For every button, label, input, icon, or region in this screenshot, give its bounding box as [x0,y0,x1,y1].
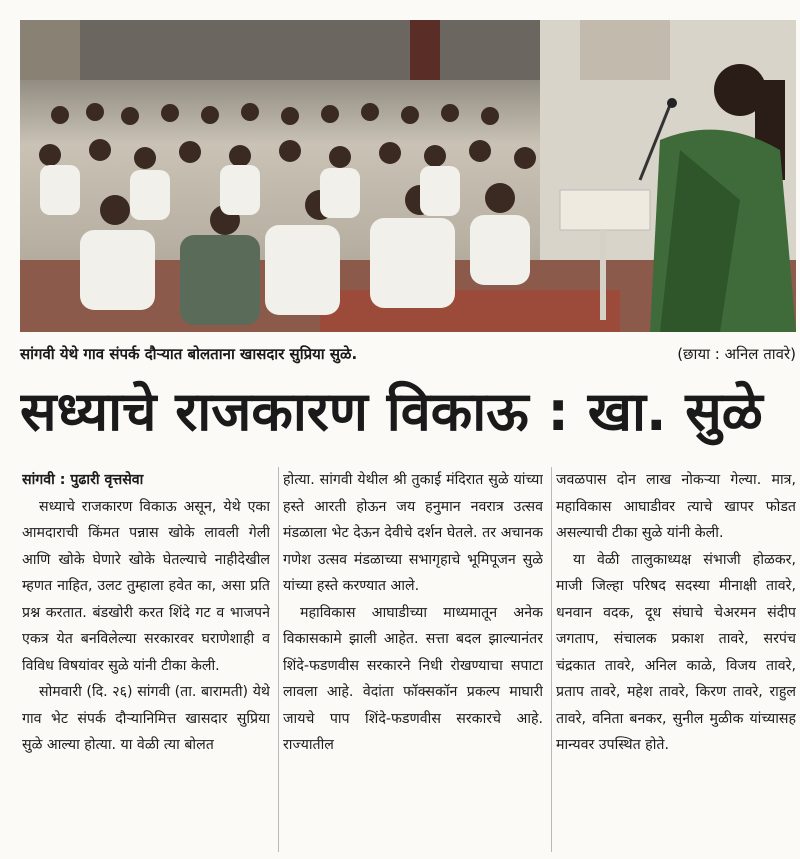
article-column-1 [22,467,270,852]
photo-credit: (छाया : अनिल तावरे) [677,345,796,363]
article-column-3 [556,467,796,852]
photo-caption-row [20,340,796,368]
article-column-2 [283,467,543,852]
headline: सध्याचे राजकारण विकाऊ : खा. सुळे [20,380,763,443]
paragraph: महाविकास आघाडीच्या माध्यमातून अनेक विकासकामे झाली आहेत. सत्ता बदल झाल्यानंतर शिंदे-फडणवीस सरकारने निधी रोखण्याचा सपाटा लावला आहे. वेदांता फॉक्सकॉन प्रकल्प माघारी जायचे पाप शिंदे-फडणवीस सरकारचे आहे. राज्यातील [283,604,543,753]
dateline: सांगवी : पुढारी वृत्तसेवा [22,472,144,488]
paragraph: सोमवारी (दि. २६) सांगवी (ता. बारामती) येथे गाव भेट संपर्क दौऱ्यानिमित्त खासदार सुप्रिया सुळे आल्या होत्या. या वेळी त्या बोलत [22,684,270,753]
news-photo [20,20,796,332]
crowd-meeting-photo [20,20,796,332]
paragraph: जवळपास दोन लाख नोकऱ्या गेल्या. मात्र, महाविकास आघाडीवर त्याचे खापर फोडत असल्याची टीका सुळे यांनी केली. [556,472,796,541]
article-body [22,467,796,852]
paragraph: या वेळी तालुकाध्यक्ष संभाजी होळकर, माजी जिल्हा परिषद सदस्या मीनाक्षी तावरे, धनवान वदक, दूध संघाचे चेअरमन संदीप जगताप, संचालक प्रकाश तावरे, सरपंच चंद्रकात तावरे, अनिल काळे, विजय तावरे, प्रताप तावरे, महेश तावरे, किरण तावरे, राहुल तावरे, वनिता बनकर, सुनील मुळीक यांच्यासह मान्यवर उपस्थित होते. [556,551,796,753]
paragraph: होत्या. सांगवी येथील श्री तुकाई मंदिरात सुळे यांच्या हस्ते आरती होऊन जय हनुमान नवरात्र उत्सव मंडळाला भेट देऊन देवीचे दर्शन घेतले. तर अचानक गणेश उत्सव मंडळाच्या सभागृहाचे भूमिपूजन सुळे यांच्या हस्ते करण्यात आले. [283,472,543,594]
paragraph: सध्याचे राजकारण विकाऊ असून, येथे एका आमदाराची किंमत पन्नास खोके लावली गेली आणि खोके घेणारे खोके घेतल्याचे नाहीदेखील म्हणत नाहित, उलट तुम्हाला हवेत का, असा प्रति प्रश्न करतात. बंडखोरी करत शिंदे गट व भाजपने एकत्र येत बनविलेल्या सरकारवर घराणेशाही व विविध विषयांवर सुळे यांनी टीका केली. [22,498,270,674]
photo-caption: सांगवी येथे गाव संपर्क दौऱ्यात बोलताना खासदार सुप्रिया सुळे. [20,345,358,363]
